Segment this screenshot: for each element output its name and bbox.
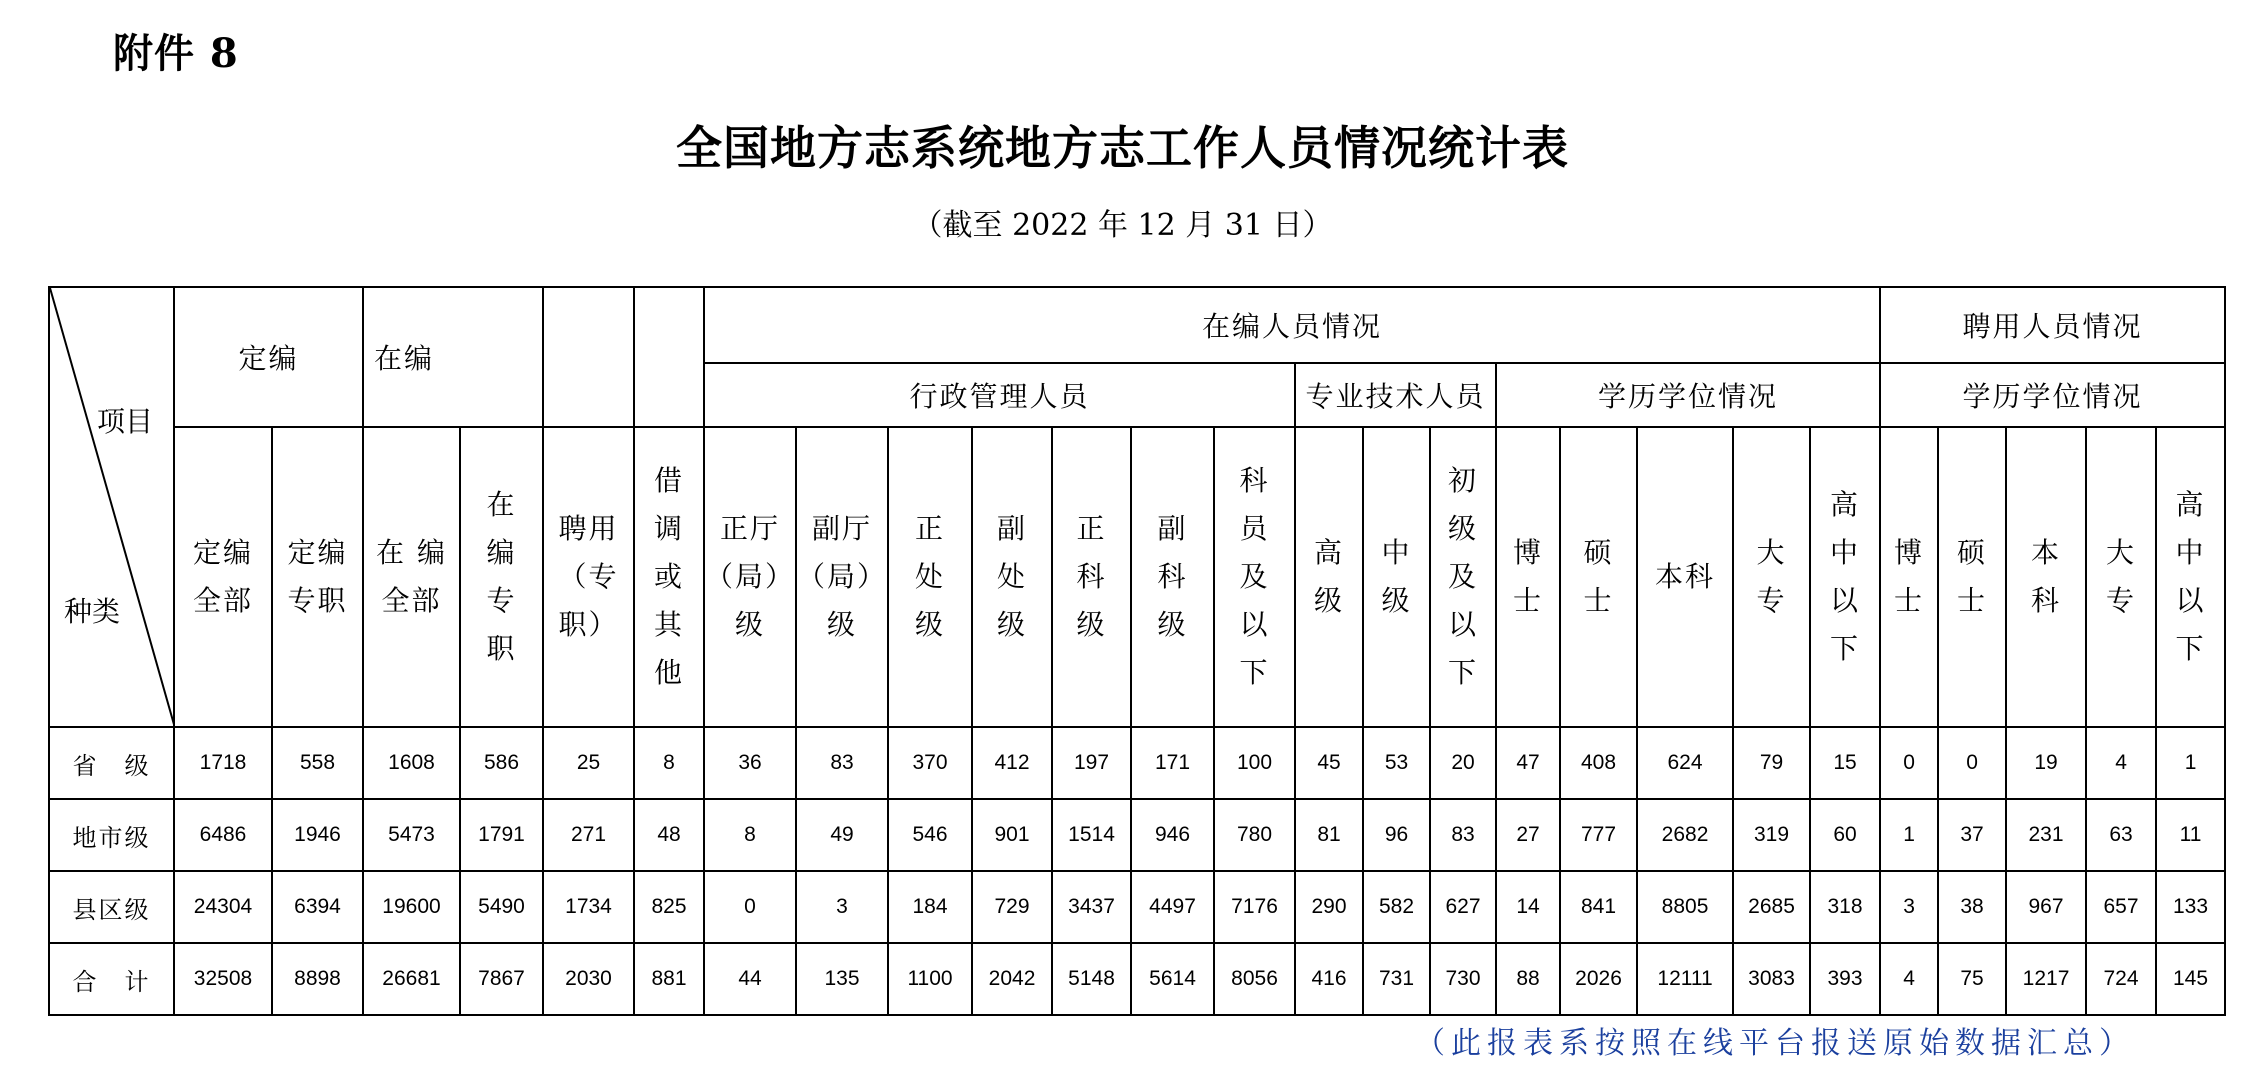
table-cell: 318 [1810,871,1880,943]
column-header-line: 级 [1076,608,1107,641]
column-header-line: 级 [1157,608,1188,641]
table-cell: 19 [2006,727,2086,799]
column-header-line: 以 [2175,584,2206,617]
column-header-line: 本 [2031,536,2062,569]
table-cell: 271 [543,799,634,871]
table-cell: 32508 [174,943,272,1015]
table-cell: 38 [1938,871,2006,943]
column-header-c17 [1496,427,1560,727]
statistics-table [48,286,2226,1016]
table-cell: 586 [460,727,543,799]
column-header-line: 聘用 [558,512,619,545]
column-header-c15 [1363,427,1430,727]
table-cell: 724 [2086,943,2156,1015]
table-cell: 5148 [1052,943,1131,1015]
group-bianzhi: 定编 [174,287,363,427]
table-cell: 5473 [363,799,460,871]
table-cell: 546 [888,799,972,871]
table-cell: 184 [888,871,972,943]
column-header-line: 中 [1381,536,1412,569]
column-header-line: 副 [1157,512,1188,545]
table-cell: 825 [634,871,704,943]
table-cell: 53 [1363,727,1430,799]
table-cell: 19600 [363,871,460,943]
table-cell: 37 [1938,799,2006,871]
table-cell: 3 [796,871,888,943]
column-header-line: 专 [486,584,517,617]
group-education-hired: 学历学位情况 [1880,363,2225,427]
column-header-line: 他 [653,656,684,689]
table-cell: 3437 [1052,871,1131,943]
table-cell: 777 [1560,799,1637,871]
column-header-c20 [1733,427,1810,727]
column-header-line: 高 [1830,488,1861,521]
column-header-line: 在 编 [376,536,447,569]
table-cell: 197 [1052,727,1131,799]
column-header-c21 [1810,427,1880,727]
table-cell: 63 [2086,799,2156,871]
column-header-c19 [1637,427,1733,727]
column-header-line: 科 [1157,560,1188,593]
table-cell: 25 [543,727,634,799]
table-cell: 81 [1295,799,1363,871]
column-header-line: 专 [1756,584,1787,617]
table-cell: 4497 [1131,871,1214,943]
table-cell: 8805 [1637,871,1733,943]
corner-row-label: 种类 [64,595,121,628]
column-header-c3 [363,427,460,727]
table-cell: 416 [1295,943,1363,1015]
table-cell: 4 [1880,943,1938,1015]
column-header-c4 [460,427,543,727]
table-cell: 412 [972,727,1052,799]
column-header-line: 以 [1239,608,1270,641]
column-header-line: 高 [1314,536,1345,569]
table-cell: 44 [704,943,796,1015]
empty-header-cell [543,287,634,427]
column-header-line: 博 [1513,536,1544,569]
table-cell: 6486 [174,799,272,871]
column-header-line: 定编 [287,536,348,569]
column-header-line: 全部 [192,584,253,617]
table-cell: 12111 [1637,943,1733,1015]
column-header-c26 [2156,427,2225,727]
group-tech-staff: 专业技术人员 [1295,363,1496,427]
table-cell: 881 [634,943,704,1015]
column-header-line: 下 [2175,632,2206,665]
column-header-line: 职 [486,632,517,665]
table-cell: 83 [1430,799,1496,871]
column-header-line: 正厅 [720,512,781,545]
column-header-line: 或 [653,560,684,593]
table-cell: 1718 [174,727,272,799]
table-cell: 901 [972,799,1052,871]
table-cell: 1 [1880,799,1938,871]
table-cell: 231 [2006,799,2086,871]
table-cell: 36 [704,727,796,799]
table-cell: 8056 [1214,943,1295,1015]
column-header-line: （局） [797,560,888,593]
table-cell: 5490 [460,871,543,943]
table-cell: 319 [1733,799,1810,871]
table-cell: 133 [2156,871,2225,943]
column-header-line: 及 [1448,560,1479,593]
table-cell: 135 [796,943,888,1015]
table-row [49,871,2225,943]
column-header-line: 级 [827,608,858,641]
table-cell: 4 [2086,727,2156,799]
table-cell: 8 [634,727,704,799]
table-cell: 8898 [272,943,363,1015]
table-cell: 60 [1810,799,1880,871]
table-cell: 6394 [272,871,363,943]
table-cell: 49 [796,799,888,871]
column-header-line: 副 [997,512,1028,545]
column-header-c23 [1938,427,2006,727]
table-cell: 2682 [1637,799,1733,871]
column-header-line: 编 [486,536,517,569]
table-cell: 393 [1810,943,1880,1015]
table-cell: 290 [1295,871,1363,943]
table-cell: 15 [1810,727,1880,799]
row-label: 县区级 [49,871,174,943]
table-cell: 1 [2156,727,2225,799]
column-header-c9 [888,427,972,727]
table-cell: 2042 [972,943,1052,1015]
column-header-line: 博 [1894,536,1925,569]
table-cell: 47 [1496,727,1560,799]
table-cell: 627 [1430,871,1496,943]
column-header-c10 [972,427,1052,727]
page-title: 全国地方志系统地方志工作人员情况统计表 [676,121,1569,175]
column-header-line: 科 [2031,584,2062,617]
table-cell: 79 [1733,727,1810,799]
column-header-c1 [174,427,272,727]
table-cell: 0 [704,871,796,943]
column-header-line: 员 [1239,512,1270,545]
table-cell: 8 [704,799,796,871]
column-header-c7 [704,427,796,727]
table-cell: 11 [2156,799,2225,871]
column-header-line: 以 [1830,584,1861,617]
table-cell: 2030 [543,943,634,1015]
column-header-line: 士 [1513,584,1544,617]
empty-header-cell [634,287,704,427]
column-header-line: 正 [915,512,946,545]
column-header-c5 [543,427,634,727]
column-header-line: 在 [486,488,517,521]
table-cell: 7176 [1214,871,1295,943]
group-admin-staff: 行政管理人员 [704,363,1295,427]
column-header-line: 科 [1076,560,1107,593]
column-header-line: 全部 [381,584,442,617]
table-cell: 0 [1938,727,2006,799]
table-cell: 1514 [1052,799,1131,871]
column-header-line: 大 [2106,536,2137,569]
column-header-c12 [1131,427,1214,727]
corner-column-label: 项目 [96,405,153,438]
column-header-line: 级 [915,608,946,641]
table-cell: 582 [1363,871,1430,943]
column-header-line: 级 [1381,584,1412,617]
table-cell: 100 [1214,727,1295,799]
attachment-label: 附件 8 [113,30,239,77]
column-header-line: 高 [2175,488,2206,521]
table-cell: 1734 [543,871,634,943]
column-header-line: 大 [1756,536,1787,569]
column-header-line: 科 [1239,464,1270,497]
column-header-c24 [2006,427,2086,727]
column-header-line: （局） [705,560,796,593]
table-cell: 2026 [1560,943,1637,1015]
group-education-zaibian: 学历学位情况 [1496,363,1880,427]
row-label: 地市级 [49,799,174,871]
column-header-line: 本科 [1655,560,1716,593]
table-cell: 48 [634,799,704,871]
table-cell: 145 [2156,943,2225,1015]
column-header-line: 级 [735,608,766,641]
group-zaibian-personnel: 在编人员情况 [704,287,1880,363]
table-cell: 1946 [272,799,363,871]
column-header-line: 调 [653,512,684,545]
table-cell: 45 [1295,727,1363,799]
row-label: 合 计 [49,943,174,1015]
column-header-line: 中 [1830,536,1861,569]
column-header-c25 [2086,427,2156,727]
table-cell: 96 [1363,799,1430,871]
table-cell: 729 [972,871,1052,943]
column-header-line: 中 [2175,536,2206,569]
column-header-line: 士 [1894,584,1925,617]
table-cell: 3083 [1733,943,1810,1015]
column-header-line: 硕 [1583,536,1614,569]
table-cell: 1100 [888,943,972,1015]
table-cell: 88 [1496,943,1560,1015]
row-label: 省 级 [49,727,174,799]
table-cell: 14 [1496,871,1560,943]
column-header-line: 处 [915,560,946,593]
table-cell: 730 [1430,943,1496,1015]
column-header-line: 定编 [192,536,253,569]
table-cell: 26681 [363,943,460,1015]
column-header-line: 下 [1239,656,1270,689]
group-zaibian: 在编 [363,287,543,427]
table-cell: 731 [1363,943,1430,1015]
table-cell: 780 [1214,799,1295,871]
table-row [49,799,2225,871]
table-cell: 171 [1131,727,1214,799]
table-cell: 657 [2086,871,2156,943]
column-header-line: 职） [558,608,619,641]
table-cell: 946 [1131,799,1214,871]
column-header-c14 [1295,427,1363,727]
column-header-line: 下 [1830,632,1861,665]
table-cell: 1608 [363,727,460,799]
column-header-c18 [1560,427,1637,727]
column-header-line: 借 [653,464,684,497]
table-cell: 7867 [460,943,543,1015]
column-header-line: 级 [997,608,1028,641]
table-cell: 408 [1560,727,1637,799]
column-header-c2 [272,427,363,727]
column-header-line: （专 [558,560,619,593]
column-header-line: 处 [997,560,1028,593]
column-header-c8 [796,427,888,727]
column-header-c16 [1430,427,1496,727]
group-hired-personnel: 聘用人员情况 [1880,287,2225,363]
column-header-line: 初 [1448,464,1479,497]
column-header-line: 专职 [287,584,348,617]
column-header-line: 级 [1448,512,1479,545]
column-header-line: 及 [1239,560,1270,593]
table-cell: 0 [1880,727,1938,799]
column-header-c11 [1052,427,1131,727]
table-cell: 967 [2006,871,2086,943]
table-cell: 75 [1938,943,2006,1015]
column-header-line: 级 [1314,584,1345,617]
table-cell: 5614 [1131,943,1214,1015]
table-cell: 1791 [460,799,543,871]
footnote: （此报表系按照在线平台报送原始数据汇总） [1415,1026,2135,1061]
table-corner-header [49,287,174,727]
corner-diagonal-line [50,288,175,728]
table-cell: 27 [1496,799,1560,871]
column-header-line: 专 [2106,584,2137,617]
table-cell: 558 [272,727,363,799]
column-header-line: 士 [1583,584,1614,617]
table-cell: 83 [796,727,888,799]
table-row [49,943,2225,1015]
table-cell: 370 [888,727,972,799]
column-header-line: 副厅 [812,512,873,545]
table-row [49,727,2225,799]
column-header-line: 正 [1076,512,1107,545]
column-header-c6 [634,427,704,727]
page-subtitle: （截至 2022 年 12 月 31 日） [912,208,1333,243]
table-cell: 20 [1430,727,1496,799]
column-header-line: 士 [1957,584,1988,617]
table-cell: 2685 [1733,871,1810,943]
table-cell: 3 [1880,871,1938,943]
column-header-line: 以 [1448,608,1479,641]
column-header-c13 [1214,427,1295,727]
column-header-line: 硕 [1957,536,1988,569]
table-cell: 1217 [2006,943,2086,1015]
column-header-c22 [1880,427,1938,727]
table-cell: 624 [1637,727,1733,799]
table-cell: 841 [1560,871,1637,943]
column-header-line: 下 [1448,656,1479,689]
column-header-line: 其 [653,608,684,641]
table-cell: 24304 [174,871,272,943]
